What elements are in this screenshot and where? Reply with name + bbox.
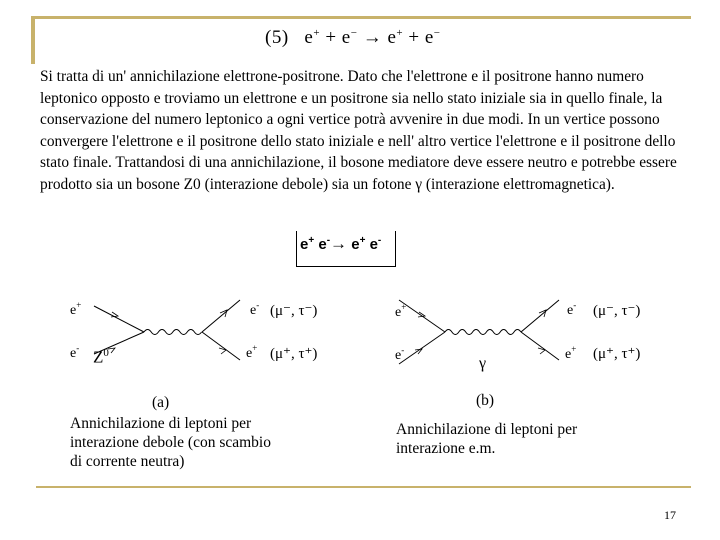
outgoing-electron-label: e- bbox=[250, 300, 260, 318]
caption-text-a: Annichilazione di leptoni per interazione debole (con scambio di corrente neutra) bbox=[70, 415, 271, 470]
reaction-equation: (5) e+ + e− → e+ + e− bbox=[265, 27, 441, 48]
fermion-line bbox=[399, 332, 445, 364]
caption-label-b: (b) bbox=[476, 392, 495, 409]
arrow-icon: → bbox=[330, 234, 348, 253]
incoming-electron-label: e- bbox=[395, 345, 405, 363]
caption-label-a: (a) bbox=[152, 394, 170, 411]
left-frame-line bbox=[31, 16, 35, 64]
feynman-diagram-em bbox=[389, 286, 669, 372]
fermion-line bbox=[521, 332, 559, 360]
alt-leptons-bottom: (μ⁺, τ⁺) bbox=[593, 346, 641, 362]
alt-leptons-top: (μ⁻, τ⁻) bbox=[270, 303, 318, 319]
fermion-line bbox=[521, 300, 559, 332]
incoming-positron-label: e+ bbox=[395, 302, 407, 320]
boson-propagator bbox=[144, 330, 202, 335]
fermion-line bbox=[202, 300, 240, 332]
alt-leptons-bottom: (μ⁺, τ⁺) bbox=[270, 346, 318, 362]
fermion-line bbox=[94, 306, 144, 332]
boson-label-gamma: γ bbox=[479, 355, 487, 372]
outgoing-electron-label: e- bbox=[567, 300, 577, 318]
outgoing-positron-label: e+ bbox=[565, 344, 577, 362]
fermion-line bbox=[202, 332, 240, 360]
outgoing-positron-label: e+ bbox=[246, 343, 258, 361]
bottom-frame-line bbox=[36, 486, 691, 488]
alt-leptons-top: (μ⁻, τ⁻) bbox=[593, 303, 641, 319]
arrow-icon: → bbox=[362, 27, 383, 48]
explanation-paragraph: Si tratta di un' annichilazione elettrone-positrone. Dato che l'elettrone e il positrone hanno numero leptonico opposto e troviamo un elettrone e un positrone sia nello stato iniziale sia in quello finale, la conservazione del numero leptonico a ogni vertice potrà avvenire in due modi. In un vertice possono convergere l'elettrone e il positrone dello stato iniziale e nell' altro vertice l'elettrone e il positrone dello stato finale. Trattandosi di una annichilazione, il bosone mediatore deve essere neutro e potrebbe essere prodotto sia un bosone Z0 (interazione debole) sia un fotone γ (interazione elettromagnetica). bbox=[40, 68, 677, 193]
page-number: 17 bbox=[664, 508, 676, 522]
top-frame-line bbox=[31, 16, 691, 19]
caption-text-b: Annichilazione di leptoni per interazione e.m. bbox=[396, 421, 578, 457]
arrow-icon bbox=[111, 312, 118, 317]
arrow-icon bbox=[415, 349, 422, 354]
incoming-electron-label: e- bbox=[70, 343, 80, 361]
photon-propagator bbox=[445, 330, 521, 335]
reaction-label: e+ e-→ e+ e- bbox=[300, 234, 382, 253]
fermion-line bbox=[399, 300, 445, 332]
equation-number: (5) bbox=[265, 27, 289, 48]
arrow-icon bbox=[108, 348, 115, 353]
incoming-positron-label: e+ bbox=[70, 300, 82, 318]
boson-label-z: $Z^0$ bbox=[93, 347, 109, 367]
